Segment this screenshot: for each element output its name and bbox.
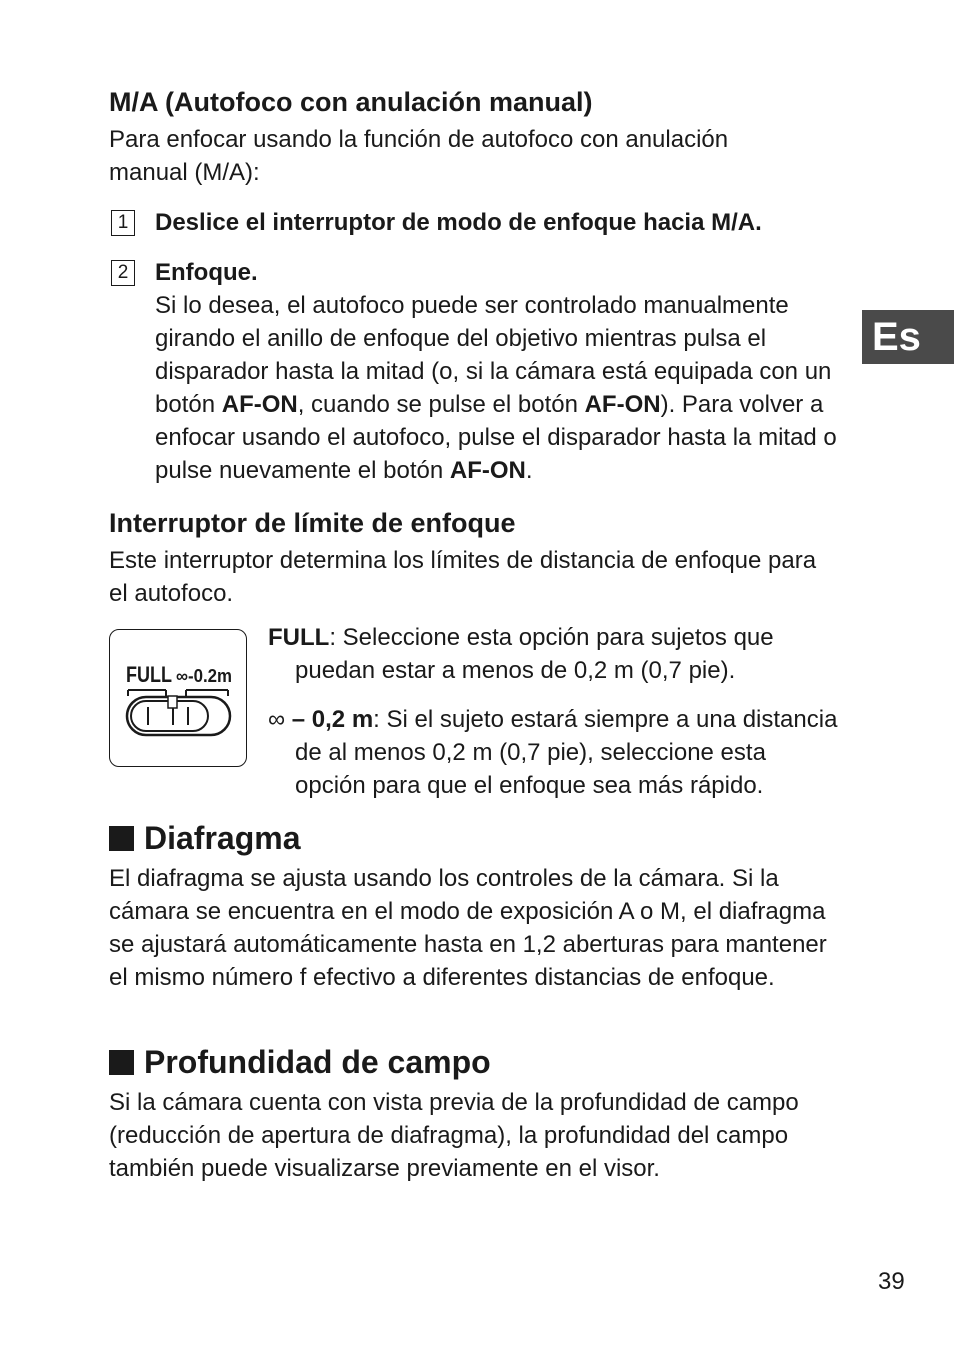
heading-profundidad: Profundidad de campo	[109, 1042, 491, 1082]
option-full-label: FULL	[268, 624, 330, 651]
step-2-body: Si lo desea, el autofoco puede ser controlado manualmente girando el anillo de enfoque del objetivo mientras pulsa el disparador hasta la mitad (o, si la cámara está equipada con un botón AF-ON, cuando se pulse el botón AF-ON). Para volver a enfocar usando el autofoco, pulse el disparador hasta la mitad o pulse nuevamente el botón AF-ON.	[155, 292, 837, 484]
option-range-label: – 0,2 m	[285, 706, 374, 733]
af-on-label: AF-ON	[449, 457, 526, 484]
heading-diafragma: Diafragma	[109, 818, 301, 858]
option-range-text-cont: de al menos 0,2 m (0,7 pie), seleccione esta opción para que el enfoque sea más rápido.	[295, 739, 766, 799]
step-2-content	[155, 256, 840, 487]
focus-limit-switch-illustration	[109, 629, 247, 767]
af-on-label: AF-ON	[221, 391, 298, 418]
heading-focus-limit: Interruptor de límite de enfoque	[109, 508, 516, 538]
option-full-text: Seleccione esta opción para sujetos que	[342, 624, 774, 651]
option-range: ∞ – 0,2 m: Si el sujeto estará siempre a una distancia de al menos 0,2 m (0,7 pie), seleccione esta opción para que el enfoque sea más rápido.	[268, 703, 843, 802]
option-full: FULL: Seleccione esta opción para sujetos que puedan estar a menos de 0,2 m (0,7 pie).	[268, 621, 843, 687]
switch-icon	[110, 630, 246, 766]
step-1	[111, 206, 762, 239]
af-on-label: AF-ON	[584, 391, 661, 418]
option-range-text: Si el sujeto estará siempre a una distancia	[386, 706, 838, 733]
infinity-icon: ∞	[268, 706, 286, 733]
switch-range-label: ∞-0.2m	[176, 666, 232, 686]
step-2	[111, 256, 840, 487]
profundidad-body: Si la cámara cuenta con vista previa de la profundidad de campo (reducción de apertura de diafragma), la profundidad del campo también puede visualizarse previamente en el visor.	[109, 1089, 799, 1182]
step-1-title: Deslice el interruptor de modo de enfoque hacia M/A.	[155, 209, 762, 236]
heading-ma: M/A (Autofoco con anulación manual)	[109, 87, 593, 117]
square-bullet-icon	[109, 1050, 134, 1075]
focus-limit-intro: Este interruptor determina los límites de distancia de enfoque para el autofoco.	[109, 547, 817, 607]
diafragma-body: El diafragma se ajusta usando los controles de la cámara. Si la cámara se encuentra en el modo de exposición A o M, el diafragma se ajustará automáticamente hasta en 1,2 aberturas para mantener el mismo número f efectivo a diferentes distancias de enfoque.	[109, 865, 827, 991]
switch-full-label: FULL	[126, 662, 172, 687]
option-full-text-cont: puedan estar a menos de 0,2 m (0,7 pie).	[295, 657, 736, 684]
step-2-number: 2	[111, 260, 135, 286]
language-tab: Es	[862, 310, 954, 364]
page-number: 39	[878, 1268, 905, 1295]
ma-intro: Para enfocar usando la función de autofoco con anulación manual (M/A):	[109, 126, 729, 186]
step-2-title: Enfoque.	[155, 259, 258, 286]
square-bullet-icon	[109, 826, 134, 851]
step-1-number: 1	[111, 210, 135, 236]
